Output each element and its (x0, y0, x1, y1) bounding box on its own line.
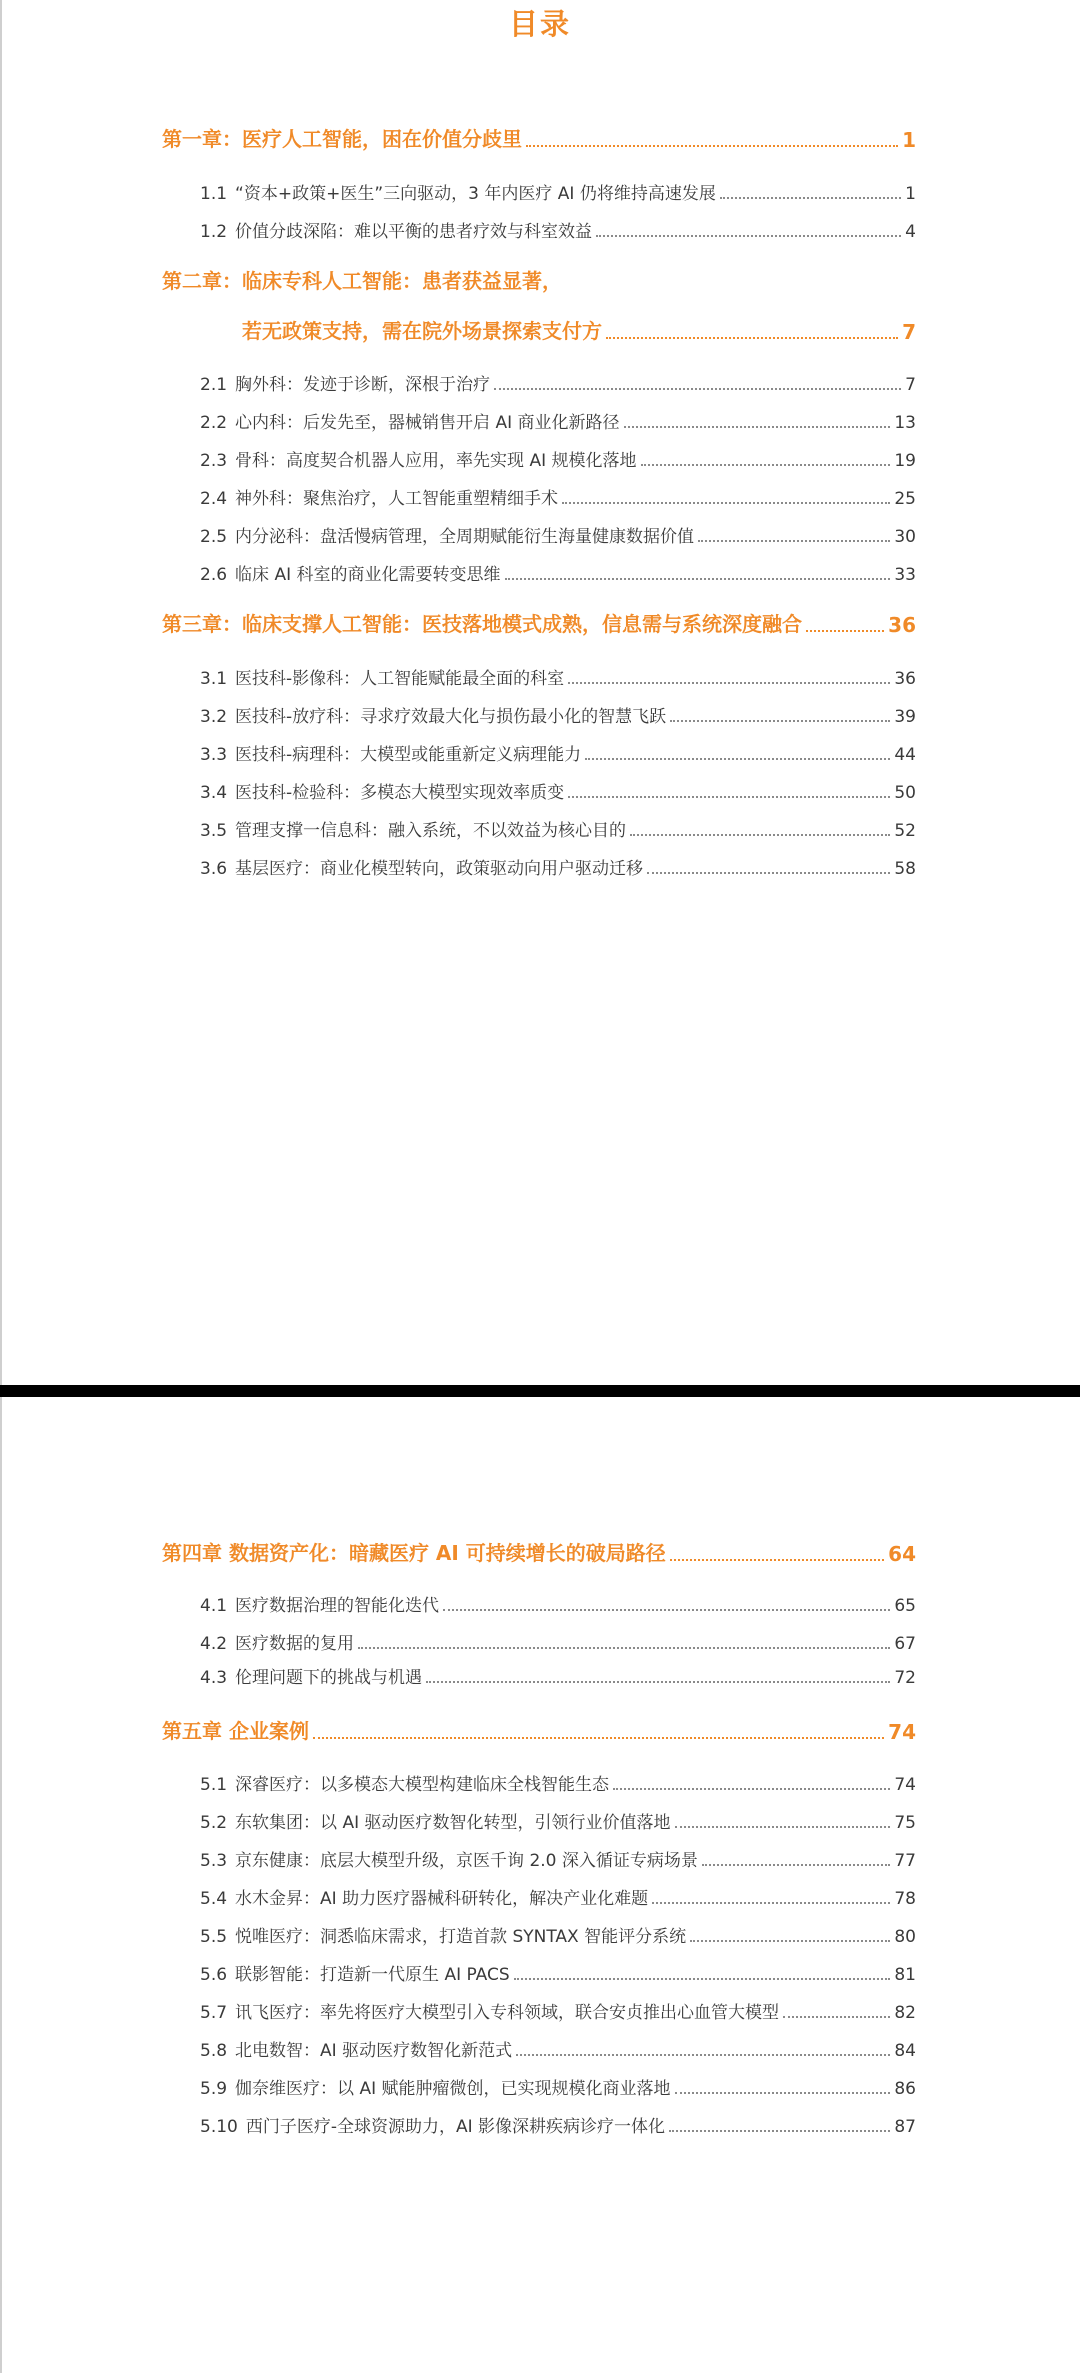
page-number: 25 (894, 489, 916, 509)
section-2-4-entry[interactable] (200, 481, 916, 509)
dot-leader (630, 834, 890, 836)
page-number: 39 (894, 707, 916, 727)
dot-leader (698, 540, 890, 542)
dot-leader (613, 1788, 890, 1790)
dot-leader (505, 578, 891, 580)
section-title: 西门子医疗-全球资源助力，AI 影像深耕疾病诊疗一体化 (245, 2117, 666, 2137)
dot-leader (568, 796, 890, 798)
section-title: 价值分歧深陷：难以平衡的患者疗效与科室效益 (235, 222, 593, 242)
dot-leader (690, 1940, 890, 1942)
dot-leader (641, 464, 891, 466)
section-title: 北电数智：AI 驱动医疗数智化新范式 (235, 2041, 513, 2061)
toc-title: 目录 (508, 7, 571, 41)
section-number: 2.4 (200, 489, 228, 509)
section-2-3-entry[interactable] (200, 443, 916, 471)
section-number: 5.8 (200, 2041, 228, 2061)
page-number: 72 (894, 1668, 916, 1688)
section-number: 2.3 (200, 451, 228, 471)
section-number: 1.2 (200, 222, 228, 242)
section-number: 5.1 (200, 1775, 228, 1795)
chapter-label: 第二章：临床专科人工智能：患者获益显著， (162, 269, 562, 293)
dot-leader (670, 1559, 884, 1561)
dot-leader (670, 720, 890, 722)
section-title: 医技科-放疗科：寻求疗效最大化与损伤最小化的智慧飞跃 (235, 707, 667, 727)
section-2-2-entry[interactable] (200, 405, 916, 433)
section-2-1-entry[interactable] (200, 367, 916, 395)
section-1-2-entry[interactable] (200, 214, 916, 242)
section-number: 5.6 (200, 1965, 228, 1985)
dot-leader (675, 2092, 891, 2094)
dot-leader (585, 758, 890, 760)
page-number: 1 (902, 128, 916, 152)
section-3-5-entry[interactable] (200, 813, 916, 841)
page-number: 78 (894, 1889, 916, 1909)
section-number: 5.7 (200, 2003, 228, 2023)
page-number: 58 (894, 859, 916, 879)
page-number: 74 (888, 1720, 916, 1744)
section-title: 伽奈维医疗：以 AI 赋能肿瘤微创，已实现规模化商业落地 (235, 2079, 671, 2099)
page-number: 50 (894, 783, 916, 803)
section-number: 5.10 (200, 2117, 238, 2137)
section-title: 讯飞医疗：率先将医疗大模型引入专科领域，联合安贞推出心血管大模型 (235, 2003, 780, 2023)
section-title: 医技科-病理科：大模型或能重新定义病理能力 (235, 745, 582, 765)
page-number: 80 (894, 1927, 916, 1947)
dot-leader (783, 2016, 890, 2018)
chapter-5-entry[interactable] (162, 1714, 916, 1744)
dot-leader (647, 872, 890, 874)
section-number: 4.1 (200, 1596, 228, 1616)
page-number: 44 (894, 745, 916, 765)
section-5-3-entry[interactable] (200, 1843, 916, 1871)
page-divider (0, 1385, 1080, 1397)
dot-leader (806, 630, 884, 632)
page-number: 65 (894, 1596, 916, 1616)
section-title: 胸外科：发迹于诊断，深根于治疗 (235, 375, 491, 395)
dot-leader (606, 337, 898, 339)
page-number: 33 (894, 565, 916, 585)
dot-leader (313, 1737, 884, 1739)
section-number: 5.4 (200, 1889, 228, 1909)
section-5-4-entry[interactable] (200, 1881, 916, 1909)
section-title: 水木金昇：AI 助力医疗器械科研转化，解决产业化难题 (235, 1889, 649, 1909)
page-number: 7 (905, 375, 916, 395)
dot-leader (526, 145, 898, 147)
section-number: 2.5 (200, 527, 228, 547)
section-5-5-entry[interactable] (200, 1919, 916, 1947)
page-2-left-edge (0, 1397, 2, 2373)
page-number: 30 (894, 527, 916, 547)
section-5-7-entry[interactable] (200, 1995, 916, 2023)
page-number: 36 (888, 613, 916, 637)
page-1-left-edge (0, 0, 2, 1385)
section-title: 医疗数据的复用 (235, 1634, 355, 1654)
section-4-3-entry[interactable] (200, 1664, 916, 1688)
section-2-6-entry[interactable] (200, 557, 916, 585)
section-number: 5.5 (200, 1927, 228, 1947)
section-title: 深睿医疗：以多模态大模型构建临床全栈智能生态 (235, 1775, 610, 1795)
section-number: 3.1 (200, 669, 228, 689)
dot-leader (720, 197, 901, 199)
section-title: 东软集团：以 AI 驱动医疗数智化转型，引领行业价值落地 (235, 1813, 671, 1833)
section-number: 3.5 (200, 821, 228, 841)
page-number: 67 (894, 1634, 916, 1654)
dot-leader (358, 1647, 890, 1649)
page-number: 77 (894, 1851, 916, 1871)
section-title: 骨科：高度契合机器人应用，率先实现 AI 规模化落地 (235, 451, 637, 471)
section-title: 心内科：后发先至，器械销售开启 AI 商业化新路径 (235, 413, 620, 433)
section-5-6-entry[interactable] (200, 1957, 916, 1985)
dot-leader (443, 1609, 890, 1611)
chapter-2-entry-continuation[interactable] (242, 314, 916, 344)
section-3-3-entry[interactable] (200, 737, 916, 765)
section-title: 京东健康：底层大模型升级，京医千询 2.0 深入循证专病场景 (235, 1851, 698, 1871)
page-number: 84 (894, 2041, 916, 2061)
page-number: 4 (905, 222, 916, 242)
section-title: 医疗数据治理的智能化迭代 (235, 1596, 440, 1616)
section-title: 神外科：聚焦治疗，人工智能重塑精细手术 (235, 489, 559, 509)
page-number: 7 (902, 320, 916, 344)
section-number: 2.6 (200, 565, 228, 585)
chapter-4-entry[interactable] (162, 1536, 916, 1566)
dot-leader (514, 1978, 891, 1980)
section-number: 4.2 (200, 1634, 228, 1654)
page-number: 19 (894, 451, 916, 471)
dot-leader (596, 235, 901, 237)
section-number: 3.6 (200, 859, 228, 879)
section-2-5-entry[interactable] (200, 519, 916, 547)
section-title: 管理支撑一信息科：融入系统，不以效益为核心目的 (235, 821, 627, 841)
page-number: 74 (894, 1775, 916, 1795)
section-number: 2.2 (200, 413, 228, 433)
chapter-1-entry[interactable] (162, 122, 916, 152)
page-number: 13 (894, 413, 916, 433)
section-title: 医技科-影像科：人工智能赋能最全面的科室 (235, 669, 565, 689)
section-5-9-entry[interactable] (200, 2071, 916, 2099)
section-3-6-entry[interactable] (200, 851, 916, 879)
section-number: 5.9 (200, 2079, 228, 2099)
section-number: 3.2 (200, 707, 228, 727)
dot-leader (568, 682, 890, 684)
page-number: 64 (888, 1542, 916, 1566)
dot-leader (562, 502, 890, 504)
dot-leader (426, 1681, 890, 1683)
section-number: 3.3 (200, 745, 228, 765)
section-5-1-entry[interactable] (200, 1767, 916, 1795)
dot-leader (624, 426, 891, 428)
chapter-label: 第三章：临床支撑人工智能：医技落地模式成熟，信息需与系统深度融合 (162, 612, 802, 636)
section-5-10-entry[interactable] (200, 2109, 916, 2137)
chapter-2-entry[interactable] (162, 264, 916, 294)
chapter-label: 第一章：医疗人工智能，困在价值分歧里 (162, 127, 522, 151)
chapter-label: 第四章 数据资产化：暗藏医疗 AI 可持续增长的破局路径 (162, 1541, 666, 1565)
section-title: 基层医疗：商业化模型转向，政策驱动向用户驱动迁移 (235, 859, 644, 879)
dot-leader (702, 1864, 890, 1866)
section-title: 医技科-检验科：多模态大模型实现效率质变 (235, 783, 565, 803)
section-4-2-entry[interactable] (200, 1626, 916, 1654)
dot-leader (675, 1826, 891, 1828)
section-number: 4.3 (200, 1668, 228, 1688)
section-5-8-entry[interactable] (200, 2033, 916, 2061)
section-3-2-entry[interactable] (200, 699, 916, 727)
chapter-label: 第五章 企业案例 (162, 1719, 309, 1743)
section-title: 伦理问题下的挑战与机遇 (235, 1668, 423, 1688)
section-title: “资本+政策+医生”三向驱动，3 年内医疗 AI 仍将维持高速发展 (235, 184, 716, 204)
dot-leader (494, 388, 901, 390)
page-number: 52 (894, 821, 916, 841)
section-number: 5.3 (200, 1851, 228, 1871)
section-1-1-entry[interactable] (200, 176, 916, 204)
page-number: 81 (894, 1965, 916, 1985)
section-number: 2.1 (200, 375, 228, 395)
dot-leader (516, 2054, 890, 2056)
page-number: 86 (894, 2079, 916, 2099)
section-number: 1.1 (200, 184, 228, 204)
section-3-1-entry[interactable] (200, 661, 916, 689)
page-number: 87 (894, 2117, 916, 2137)
section-title: 临床 AI 科室的商业化需要转变思维 (235, 565, 501, 585)
chapter-3-entry[interactable] (162, 607, 916, 637)
dot-leader (652, 1902, 890, 1904)
section-title: 内分泌科：盘活慢病管理，全周期赋能衍生海量健康数据价值 (235, 527, 695, 547)
page-number: 82 (894, 2003, 916, 2023)
section-3-4-entry[interactable] (200, 775, 916, 803)
chapter-label-continuation: 若无政策支持，需在院外场景探索支付方 (242, 319, 602, 343)
page-number: 75 (894, 1813, 916, 1833)
dot-leader (669, 2130, 890, 2132)
section-4-1-entry[interactable] (200, 1588, 916, 1616)
section-title: 联影智能：打造新一代原生 AI PACS (235, 1965, 510, 1985)
page-number: 36 (894, 669, 916, 689)
page-number: 1 (905, 184, 916, 204)
section-number: 3.4 (200, 783, 228, 803)
section-title: 悦唯医疗：洞悉临床需求，打造首款 SYNTAX 智能评分系统 (235, 1927, 687, 1947)
section-5-2-entry[interactable] (200, 1805, 916, 1833)
section-number: 5.2 (200, 1813, 228, 1833)
